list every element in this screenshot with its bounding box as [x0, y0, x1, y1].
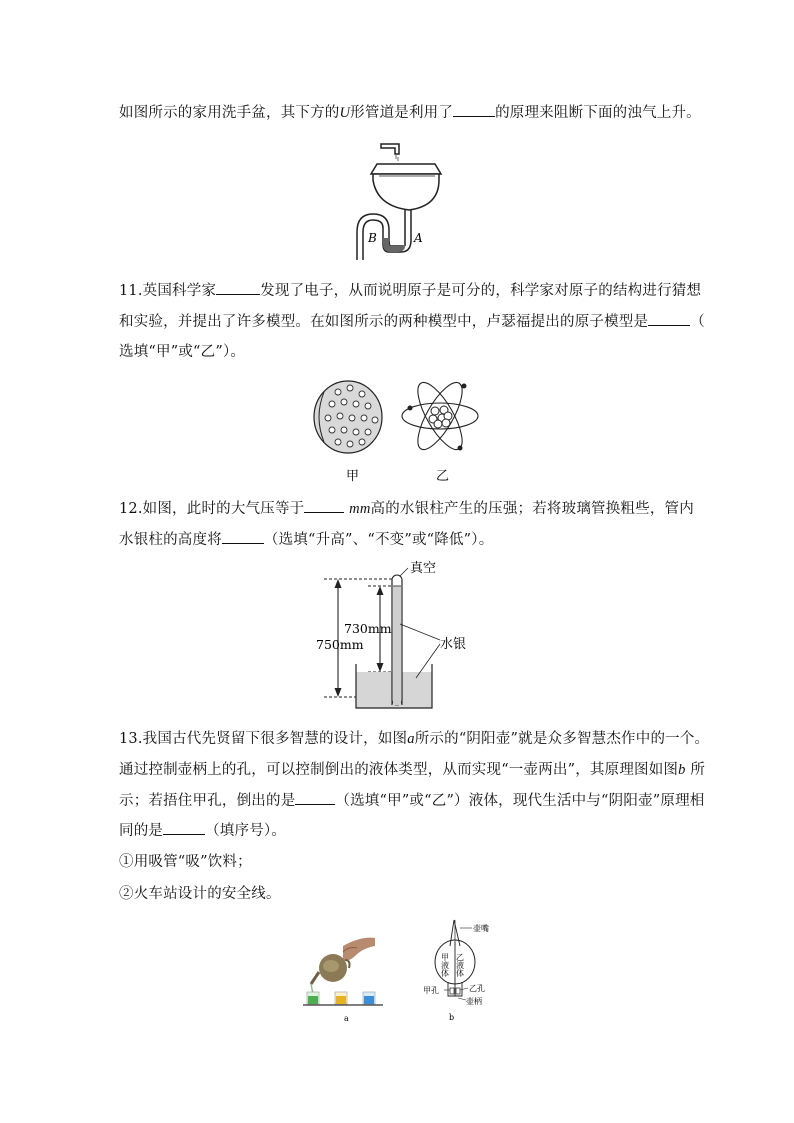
q13-fig-ref-b: b: [678, 762, 686, 778]
q12-line-2: [119, 529, 493, 550]
q13-figure-a-teapot-photo: [303, 932, 391, 1024]
q12-barometer-figure: [316, 558, 486, 710]
q13-line-4: [119, 820, 286, 841]
q10-label-b: B: [368, 231, 377, 245]
q13-text-e: 示；若捂住甲孔，倒出的是: [119, 793, 296, 809]
q13-option-2: [119, 884, 281, 904]
q13-figure-a-label: a: [344, 1014, 349, 1023]
q13-text-c: 通过控制壶柄上的孔，可以控制倒出的液体类型，从而实现“一壶两出”，其原理图如图: [119, 762, 679, 778]
q13-label-yi-hole: 乙孔: [469, 984, 485, 993]
q12-answer-blank-2[interactable]: [222, 529, 264, 544]
q11-text-e: 选填“甲”或“乙”）。: [119, 344, 246, 360]
q11-text-d: （: [690, 314, 705, 330]
q12-answer-blank-1[interactable]: [304, 498, 344, 513]
q12-text-a: 12.如图，此时的大气压等于: [119, 501, 305, 517]
q13-text-d: 所: [690, 762, 706, 778]
plum-pudding-model: [314, 381, 382, 453]
q10-answer-blank[interactable]: [453, 102, 495, 117]
q13-text-a: 13.我国古代先贤留下很多智慧的设计，如图: [119, 731, 408, 747]
q13-line-3: [119, 790, 704, 811]
q11-text-b: 发现了电子，从而说明原子是可分的，科学家对原子的结构进行猜想: [260, 283, 702, 299]
q13-text-f: （选填“甲”或“乙”）液体，现代生活中与“阴阳壶”原理相: [335, 793, 705, 809]
q13-label-handle: 壶柄: [466, 997, 482, 1006]
q13-answer-blank-2[interactable]: [163, 820, 205, 835]
q13-text-b: 所示的“阴阳壶”就是众多智慧杰作中的一个。: [414, 731, 710, 747]
q10-label-a: A: [414, 231, 423, 245]
q10-basin-figure: [355, 140, 455, 264]
q10-u-symbol: U: [339, 105, 351, 121]
q13-text-h: （填序号）。: [205, 823, 287, 839]
q12-text-c: 水银柱的高度将: [119, 532, 222, 548]
q11-label-yi: 乙: [436, 469, 450, 484]
q11-answer-blank-1[interactable]: [216, 280, 260, 295]
q12-text-b: 高的水银柱产生的压强；若将玻璃管换粗些，管内: [370, 501, 694, 517]
q11-text-a: 11.英国科学家: [119, 283, 217, 299]
q11-text-c: 和实验，并提出了许多模型。在如图所示的两种模型中，卢瑟福提出的原子模型是: [119, 314, 649, 330]
q12-label-750mm: 750mm: [316, 637, 364, 652]
q12-line-1: [119, 498, 694, 519]
q13-option-1-text: ①用吸管“吸”饮料；: [119, 854, 252, 870]
q13-answer-blank-1[interactable]: [295, 790, 335, 805]
q12-label-vacuum: 真空: [410, 561, 437, 576]
q13-label-yi-liquid: 乙液体: [455, 953, 465, 977]
q11-line-3: [119, 342, 245, 362]
q12-label-mercury: 水银: [440, 637, 467, 652]
q10-text-a: 如图所示的家用洗手盆，其下方的: [119, 105, 340, 121]
q11-answer-blank-2[interactable]: [648, 311, 690, 326]
q13-label-spout: 壶嘴: [473, 924, 489, 933]
q13-line-1: [119, 729, 709, 749]
q11-label-jia: 甲: [346, 469, 360, 484]
q13-option-1: [119, 852, 252, 872]
q11-atom-models-figure: [308, 372, 483, 484]
q13-fig-ref-a: a: [407, 731, 415, 747]
q10-text-b: 形管道是利用了: [350, 105, 454, 121]
q12-unit-mm: mm: [349, 501, 371, 517]
q12-text-d: （选填“升高”、“不变”或“降低”）。: [263, 532, 494, 548]
q11-line-2: [119, 311, 705, 332]
q13-line-2: [119, 760, 705, 780]
q13-label-jia-hole: 甲孔: [423, 986, 439, 995]
q10-text-c: 的原理来阻断下面的浊气上升。: [495, 105, 701, 121]
q13-option-2-text: ②火车站设计的安全线。: [119, 886, 281, 902]
q13-figure-b-pot-diagram: [410, 916, 500, 1024]
q11-line-1: [119, 280, 701, 301]
q10-line-1: [119, 102, 701, 123]
q13-figure-b-label: b: [449, 1013, 455, 1022]
q12-label-730mm: 730mm: [344, 621, 392, 636]
q13-text-g: 同的是: [119, 823, 164, 839]
rutherford-model: [402, 377, 478, 456]
q13-label-jia-liquid: 甲液体: [440, 953, 450, 977]
